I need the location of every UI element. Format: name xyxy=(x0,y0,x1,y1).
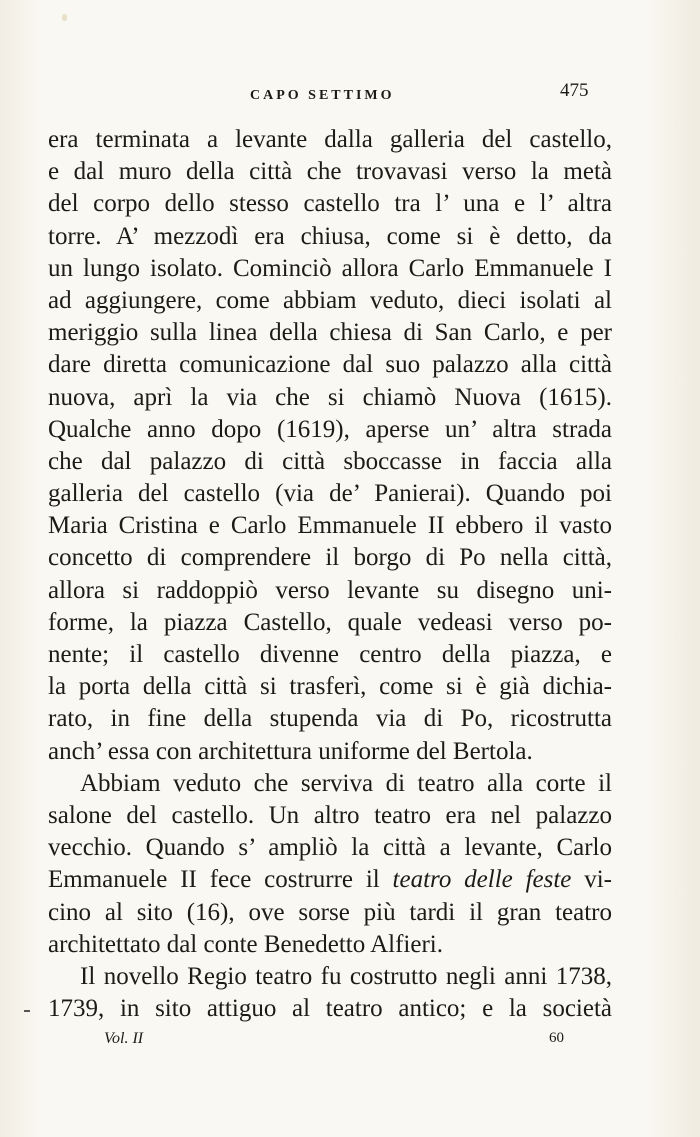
text-line: architettato dal conte Benedetto Alfieri. xyxy=(48,930,443,958)
text-line: meriggio sulla linea della chiesa di San Carlo, e per xyxy=(48,319,612,347)
text-line: allora si raddoppiò verso levante su disegno uni- xyxy=(48,576,612,604)
gathering-signature: 60 xyxy=(549,1030,564,1046)
text-line: nente; il castello divenne centro della piazza, e xyxy=(48,641,612,668)
text-line: forme, la piazza Castello, quale vedeasi verso po- xyxy=(48,608,612,636)
text-line: e dal muro della città che trovavasi verso la metà xyxy=(48,158,612,186)
text-line: la porta della città si trasferì, come si è già dichia- xyxy=(48,673,612,701)
text-line: concetto di comprendere il borgo di Po nella città, xyxy=(48,544,612,572)
text-segment: Emmanuele II fece costrurre il xyxy=(48,866,393,894)
text-line: Maria Cristina e Carlo Emmanuele II ebbero il vasto xyxy=(48,512,612,540)
margin-mark xyxy=(24,1010,30,1012)
text-line xyxy=(48,864,612,896)
text-line: nuova, aprì la via che si chiamò Nuova (1615). xyxy=(48,383,612,411)
text-line: rato, in fine della stupenda via di Po, ricostrutta xyxy=(48,705,612,733)
text-line: un lungo isolato. Cominciò allora Carlo Emmanuele I xyxy=(48,254,612,282)
text-line: vecchio. Quando s’ ampliò la città a levante, Carlo xyxy=(48,834,612,862)
text-line: del corpo dello stesso castello tra l’ una e l’ altra xyxy=(48,190,612,218)
body-text xyxy=(48,124,612,1025)
text-line: salone del castello. Un altro teatro era nel palazzo xyxy=(48,801,612,829)
text-line: Qualche anno dopo (1619), aperse un’ altra strada xyxy=(48,415,612,443)
paper-spot xyxy=(62,14,67,21)
volume-signature: Vol. II xyxy=(104,1030,144,1047)
text-line: dare diretta comunicazione dal suo palazzo alla città xyxy=(48,351,612,379)
text-segment: vi- xyxy=(571,866,612,894)
text-line: che dal palazzo di città sboccasse in faccia alla xyxy=(48,447,612,475)
text-line: ad aggiungere, come abbiam veduto, dieci isolati al xyxy=(48,286,612,314)
page-number: 475 xyxy=(560,80,589,101)
italic-title: teatro delle feste xyxy=(392,866,572,894)
text-line: anch’ essa con architettura uniforme del Bertola. xyxy=(48,737,533,765)
text-line: Il novello Regio teatro fu costrutto negli anni 1738, xyxy=(80,962,612,990)
text-line: era terminata a levante dalla galleria del castello, xyxy=(48,126,612,153)
text-line: torre. A’ mezzodì era chiusa, come si è detto, da xyxy=(48,222,612,250)
text-line: Abbiam veduto che serviva di teatro alla corte il xyxy=(80,769,612,797)
text-line: galleria del castello (via de’ Panierai). Quando poi xyxy=(48,480,612,508)
running-head: CAPO SETTIMO xyxy=(250,88,395,103)
text-line: 1739, in sito attiguo al teatro antico; e la società xyxy=(48,995,612,1023)
text-line: cino al sito (16), ove sorse più tardi il gran teatro xyxy=(48,898,612,926)
